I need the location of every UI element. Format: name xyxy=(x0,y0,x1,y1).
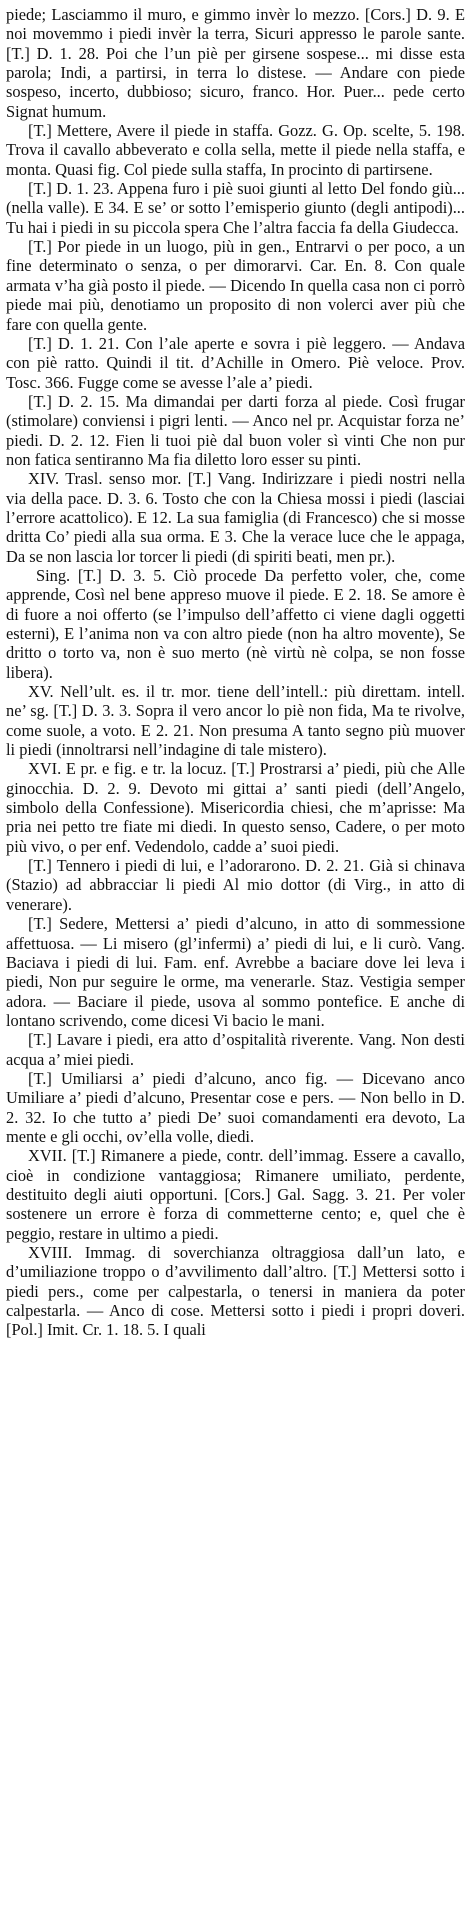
paragraph-por-piede: [T.] Por piede in un luogo, più in gen., Entrarvi o per poco, a un fine determinato o senza, o per dimorarvi. Car. En. 8. Con quale armata v’ha già posto il piede. — Dicendo In quella casa non ci porrò piede mai più, denotiamo un proposito di non volerci aver più che fare con quella gente. xyxy=(6,237,465,334)
paragraph-sedere: [T.] Sedere, Mettersi a’ piedi d’alcuno, in atto di sommessione affettuosa. — Li misero (gl’infermi) a’ piedi di lui, e li curò. Vang. Baciava i piedi di lui. Fam. enf. Avrebbe a baciare dove lei leva i piedi, Non pur seguire le orme, ma venerarle. Staz. Vestigia semper adora. — Baciare il piede, usova al sommo pontefice. E anche di lontano scrivendo, come dicesi Vi bacio le mani. xyxy=(6,914,465,1030)
paragraph-piede-cont: piede; Lasciammo il muro, e gimmo invèr lo mezzo. [Cors.] D. 9. E noi movemmo i piedi invèr la terra, Sicuri appresso le parole sante. [T.] D. 1. 28. Poi che l’un piè per girsene sospese... mi disse esta parola; Indi, a partirsi, in terra lo distese. — Andare con piede sospeso, incerto, dubbioso; sicuro, franco. Hor. Puer... pede certo Signat humum. xyxy=(6,5,465,121)
section-xvii: XVII. [T.] Rimanere a piede, contr. dell’immag. Essere a cavallo, cioè in condizione vantaggiosa; Rimanere umiliato, perdente, destituito degli aiuti opportuni. [Cors.] Gal. Sagg. 3. 21. Per voler sostenere un errore è forza di commetterne cento; e, quel che è peggio, restare in ultimo a piedi. xyxy=(6,1146,465,1243)
section-xvi: XVI. E pr. e fig. e tr. la locuz. [T.] Prostrarsi a’ piedi, più che Alle ginocchia. D. 2. 9. Devoto mi gittai a’ santi piedi (dell’Angelo, simbolo della Confessione). Misericordia chiesi, che m’aprisse: Ma pria nei petto tre fiate mi diedi. In questo senso, Cadere, o per moto più vivo, o per enf. Vedendolo, cadde a’ suoi piedi. xyxy=(6,759,465,856)
paragraph-ale-aperte: [T.] D. 1. 21. Con l’ale aperte e sovra i piè leggero. — Andava con piè ratto. Quindi il tit. d’Achille in Omero. Piè veloce. Prov. Tosc. 366. Fugge come se avesse l’ale a’ piedi. xyxy=(6,333,465,392)
section-xiv: XIV. Trasl. senso mor. [T.] Vang. Indirizzare i piedi nostri nella via della pace. D. 3. 6. Tosto che con la Chiesa mossi i piedi (lasciai l’errore acattolico). E 12. La sua famiglia (di Francesco) che si mosse dritta Co’ piedi alla sua orma. E 3. Che la verace luce che le appaga, Da se non lascia lor torcer li piedi (di spiriti beati, men pr.). xyxy=(6,469,465,566)
paragraph-piedi-giunti: [T.] D. 1. 23. Appena furo i piè suoi giunti al letto Del fondo giù... (nella valle). E 34. E se’ or sotto l’emisperio giunto (degli antipodi)... Tu hai i piedi in su piccola spera Che l’altra faccia fa della Giudecca. xyxy=(6,179,465,237)
paragraph-tennero: [T.] Tennero i piedi di lui, e l’adorarono. D. 2. 21. Già si chinava (Stazio) ad abbracciar li piedi Al mio dottor (di Virg., in atto di venerare). xyxy=(6,856,465,914)
section-xv: XV. Nell’ult. es. il tr. mor. tiene dell’intell.: più direttam. intell. ne’ sg. [T.] D. 3. 3. Sopra il vero ancor lo piè non fida, Ma te rivolve, come suole, a voto. E 2. 21. Non presuma A tanto segno più muover li piedi (innoltrarsi nell’indagine di tale mistero). xyxy=(6,682,465,760)
paragraph-piede-staffa: [T.] Mettere, Avere il piede in staffa. Gozz. G. Op. scelte, 5. 198. Trova il cavallo abbeverato e colla sella, mette il piede nella staffa, e monta. Quasi fig. Col piede sulla staffa, In procinto di partirsene. xyxy=(6,121,465,179)
paragraph-forza-al-piede: [T.] D. 2. 15. Ma dimandai per darti forza al piede. Così frugar (stimolare) conviensi i pigri lenti. — Anco nel pr. Acquistar forza ne’ piedi. D. 2. 12. Fien li tuoi piè dal buon voler sì vinti Che non pur non fatica sentiranno Ma fia diletto loro esser su pinti. xyxy=(6,391,465,469)
section-xviii: XVIII. Immag. di soverchianza oltraggiosa dall’un lato, e d’umiliazione troppo o d’avvilimento dall’altro. [T.] Mettersi sotto i piedi pers., come per calpestarla, o tenersi in maniera da poter calpestarla. — Anco di cose. Mettersi sotto i piedi i propri doveri. [Pol.] Imit. Cr. 1. 18. 5. I quali xyxy=(6,1243,465,1340)
paragraph-lavare: [T.] Lavare i piedi, era atto d’ospitalità riverente. Vang. Non desti acqua a’ miei piedi. xyxy=(6,1030,465,1069)
paragraph-umiliarsi: [T.] Umiliarsi a’ piedi d’alcuno, anco fig. — Dicevano anco Umiliare a’ piedi d’alcuno, Presentar cose e pers. — Non bello in D. 2. 32. Io che tutto a’ piedi De’ suoi comandamenti era devoto, La mente e gli occhi, ov’ella volle, diedi. xyxy=(6,1068,465,1146)
paragraph-sing: Sing. [T.] D. 3. 5. Ciò procede Da perfetto voler, che, come apprende, Così nel bene appreso muove il piede. E 2. 18. Se amore è di fuore a noi offerto (se l’impulso dell’affetto ci viene dagli oggetti esterni), E l’anima non va con altro piede (non ha altro movente), Se dritto o torto va, non è suo merto (nè virtù nè colpa, se non fosse libera). xyxy=(6,565,465,682)
